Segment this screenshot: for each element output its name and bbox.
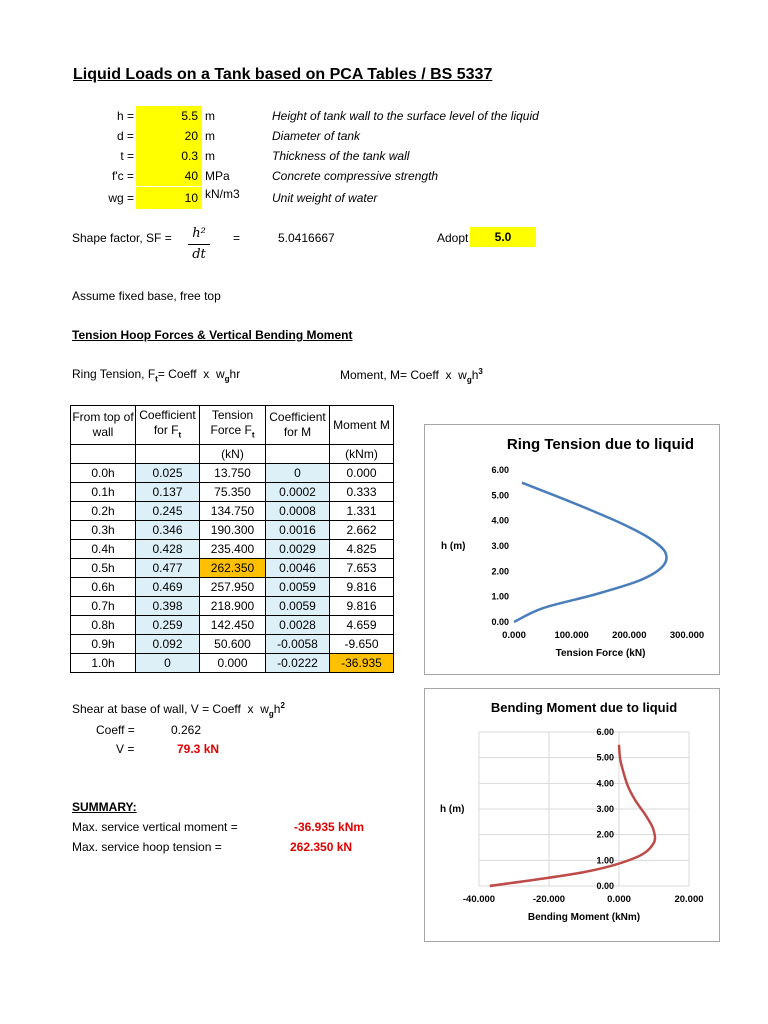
shape-factor-denominator: dt xyxy=(192,247,206,262)
input-h-unit: m xyxy=(205,109,215,123)
unit-cell xyxy=(136,445,200,464)
table-cell: 0.245 xyxy=(136,502,200,521)
table-row xyxy=(71,464,394,483)
table-cell: 0.092 xyxy=(136,635,200,654)
table-cell: 0.0002 xyxy=(266,483,330,502)
table-row xyxy=(71,616,394,635)
table-cell: 257.950 xyxy=(200,578,266,597)
input-h-label: h = xyxy=(116,109,134,123)
table-cell: 142.450 xyxy=(200,616,266,635)
table-cell: 0.0059 xyxy=(266,597,330,616)
adopt-value[interactable]: 5.0 xyxy=(470,227,536,247)
table-cell: 4.659 xyxy=(330,616,394,635)
summary-moment-value: -36.935 kNm xyxy=(294,820,365,834)
input-t-unit: m xyxy=(205,149,215,163)
chart-title: Ring Tension due to liquid xyxy=(506,436,695,453)
input-fc-label: f'c = xyxy=(112,169,134,183)
shape-factor-equals: = xyxy=(233,231,241,245)
y-tick-label: 4.00 xyxy=(491,515,509,526)
input-h-desc: Height of tank wall to the surface level of the liquid xyxy=(272,109,539,123)
table-cell: -36.935 xyxy=(330,654,394,673)
y-tick-label: 5.00 xyxy=(491,490,509,501)
table-row xyxy=(71,483,394,502)
table-cell: 75.350 xyxy=(200,483,266,502)
table-cell: 0.8h xyxy=(71,616,136,635)
table-row xyxy=(71,635,394,654)
input-d-unit: m xyxy=(205,129,215,143)
shape-factor-value: 5.0416667 xyxy=(278,231,335,245)
shape-factor-numerator: h² xyxy=(192,226,206,241)
x-tick-label: -20.000 xyxy=(532,894,566,905)
x-axis-label: Tension Force (kN) xyxy=(555,648,646,659)
table-cell: 0.1h xyxy=(71,483,136,502)
unit-cell: (kNm) xyxy=(330,445,394,464)
table-cell: 0.137 xyxy=(136,483,200,502)
bending-moment-chart-svg xyxy=(425,689,719,941)
table-cell: 2.662 xyxy=(330,521,394,540)
coefficient-table xyxy=(70,405,394,673)
summary-hoop-label: Max. service hoop tension = xyxy=(72,840,222,854)
input-fc-value[interactable]: 40 xyxy=(136,166,202,186)
table-cell: 13.750 xyxy=(200,464,266,483)
assumption-text: Assume fixed base, free top xyxy=(72,289,221,303)
col-header-position: From top of wall xyxy=(71,406,136,445)
table-cell: 134.750 xyxy=(200,502,266,521)
input-d-label: d = xyxy=(116,129,134,143)
table-cell: 0 xyxy=(136,654,200,673)
input-t-label: t = xyxy=(120,149,134,163)
x-axis-label: Bending Moment (kNm) xyxy=(527,912,641,923)
y-tick-label: 3.00 xyxy=(491,541,509,551)
shear-v-value: 79.3 kN xyxy=(177,742,220,756)
unit-cell xyxy=(266,445,330,464)
input-fc-desc: Concrete compressive strength xyxy=(272,169,439,183)
adopt-label: Adopt xyxy=(437,231,469,245)
y-axis-label: h (m) xyxy=(440,804,465,815)
table-row xyxy=(71,578,394,597)
table-cell: 190.300 xyxy=(200,521,266,540)
table-cell: 0.346 xyxy=(136,521,200,540)
table-cell: 0.9h xyxy=(71,635,136,654)
shear-v-label: V = xyxy=(116,742,135,756)
table-row xyxy=(71,502,394,521)
table-row xyxy=(71,521,394,540)
table-cell: 0.7h xyxy=(71,597,136,616)
input-wg-value[interactable]: 10 xyxy=(136,187,202,209)
col-header-coeff-ft: Coefficient for $F_t$ xyxy=(136,406,200,445)
x-tick-label: 20.000 xyxy=(674,894,704,905)
col-header-moment: Moment M xyxy=(330,406,394,445)
table-cell: 0.0046 xyxy=(266,559,330,578)
x-tick-label: 100.000 xyxy=(554,630,589,641)
col-header-coeff-m: Coefficient for M xyxy=(266,406,330,445)
y-tick-label: 5.00 xyxy=(596,752,614,763)
bending-moment-chart xyxy=(424,688,720,942)
table-cell: 0.0016 xyxy=(266,521,330,540)
table-cell: -0.0222 xyxy=(266,654,330,673)
table-cell: 1.331 xyxy=(330,502,394,521)
shear-coeff-value: 0.262 xyxy=(171,723,202,737)
table-cell: -0.0058 xyxy=(266,635,330,654)
series-line xyxy=(490,745,655,886)
table-row xyxy=(71,559,394,578)
y-tick-label: 1.00 xyxy=(491,591,509,602)
fraction-bar xyxy=(188,244,210,245)
moment-formula: Moment, M= Coeff x $w_gh^3$ xyxy=(340,367,483,385)
x-tick-label: 300.000 xyxy=(669,630,705,641)
y-tick-label: 2.00 xyxy=(491,566,509,577)
table-cell: 0.4h xyxy=(71,540,136,559)
table-cell: 218.900 xyxy=(200,597,266,616)
shear-formula: Shear at base of wall, V = Coeff x $w_gh^2$ xyxy=(72,701,285,719)
x-tick-label: 0.000 xyxy=(502,630,526,641)
table-cell: 0.6h xyxy=(71,578,136,597)
table-cell: 0.0008 xyxy=(266,502,330,521)
table-cell: 7.653 xyxy=(330,559,394,578)
y-axis-label: h (m) xyxy=(441,541,466,552)
shear-coeff-label: Coeff = xyxy=(96,723,135,737)
summary-moment-label: Max. service vertical moment = xyxy=(72,820,238,834)
table-cell: 0.0059 xyxy=(266,578,330,597)
section-title: Tension Hoop Forces & Vertical Bending Moment xyxy=(72,328,353,342)
table-cell: 0.000 xyxy=(330,464,394,483)
table-cell: 0.259 xyxy=(136,616,200,635)
series-line xyxy=(514,483,667,622)
y-tick-label: 0.00 xyxy=(596,881,614,891)
input-wg-desc: Unit weight of water xyxy=(272,191,378,205)
table-cell: 0.477 xyxy=(136,559,200,578)
table-cell: 0.000 xyxy=(200,654,266,673)
ring-tension-chart-svg xyxy=(425,425,719,674)
y-tick-label: 1.00 xyxy=(596,855,614,866)
x-tick-label: -40.000 xyxy=(462,894,496,905)
page-title: Liquid Loads on a Tank based on PCA Tables / BS 5337 xyxy=(73,66,493,83)
table-cell: 0.0028 xyxy=(266,616,330,635)
x-tick-label: 200.000 xyxy=(612,630,647,641)
table-cell: -9.650 xyxy=(330,635,394,654)
table-cell: 0.2h xyxy=(71,502,136,521)
unit-cell xyxy=(71,445,136,464)
table-row xyxy=(71,654,394,673)
table-cell: 0 xyxy=(266,464,330,483)
table-row xyxy=(71,597,394,616)
table-cell: 9.816 xyxy=(330,578,394,597)
chart-title: Bending Moment due to liquid xyxy=(490,700,678,715)
y-tick-label: 6.00 xyxy=(491,465,509,475)
input-fc-unit: MPa xyxy=(205,169,230,183)
table-cell: 0.333 xyxy=(330,483,394,502)
input-t-desc: Thickness of the tank wall xyxy=(272,149,410,163)
y-tick-label: 2.00 xyxy=(596,829,614,840)
table-cell: 262.350 xyxy=(200,559,266,578)
table-cell: 0.428 xyxy=(136,540,200,559)
input-t-value[interactable]: 0.3 xyxy=(136,146,202,166)
table-cell: 50.600 xyxy=(200,635,266,654)
input-d-value[interactable]: 20 xyxy=(136,126,202,146)
table-row xyxy=(71,540,394,559)
table-cell: 1.0h xyxy=(71,654,136,673)
ring-tension-formula: Ring Tension, $F_t=$ Coeff x $w_ghr$ xyxy=(72,367,241,384)
input-wg-unit: kN/m3 xyxy=(205,187,240,201)
table-cell: 0.469 xyxy=(136,578,200,597)
y-tick-label: 4.00 xyxy=(596,778,614,789)
ring-tension-chart xyxy=(424,424,720,675)
table-cell: 0.0h xyxy=(71,464,136,483)
table-cell: 235.400 xyxy=(200,540,266,559)
summary-title: SUMMARY: xyxy=(72,800,137,814)
input-wg-label: wg = xyxy=(108,191,134,205)
table-cell: 0.398 xyxy=(136,597,200,616)
summary-hoop-value: 262.350 kN xyxy=(290,840,353,854)
table-cell: 0.025 xyxy=(136,464,200,483)
table-cell: 4.825 xyxy=(330,540,394,559)
table-cell: 9.816 xyxy=(330,597,394,616)
y-tick-label: 0.00 xyxy=(491,617,509,627)
input-d-desc: Diameter of tank xyxy=(272,129,361,143)
col-header-tension: Tension Force $F_t$ xyxy=(200,406,266,445)
y-tick-label: 6.00 xyxy=(596,727,614,737)
table-cell: 0.3h xyxy=(71,521,136,540)
table-cell: 0.0029 xyxy=(266,540,330,559)
table-cell: 0.5h xyxy=(71,559,136,578)
unit-cell: (kN) xyxy=(200,445,266,464)
shape-factor-label: Shape factor, SF = xyxy=(72,231,172,245)
input-h-value[interactable]: 5.5 xyxy=(136,106,202,126)
y-tick-label: 3.00 xyxy=(596,804,614,814)
x-tick-label: 0.000 xyxy=(607,894,631,905)
